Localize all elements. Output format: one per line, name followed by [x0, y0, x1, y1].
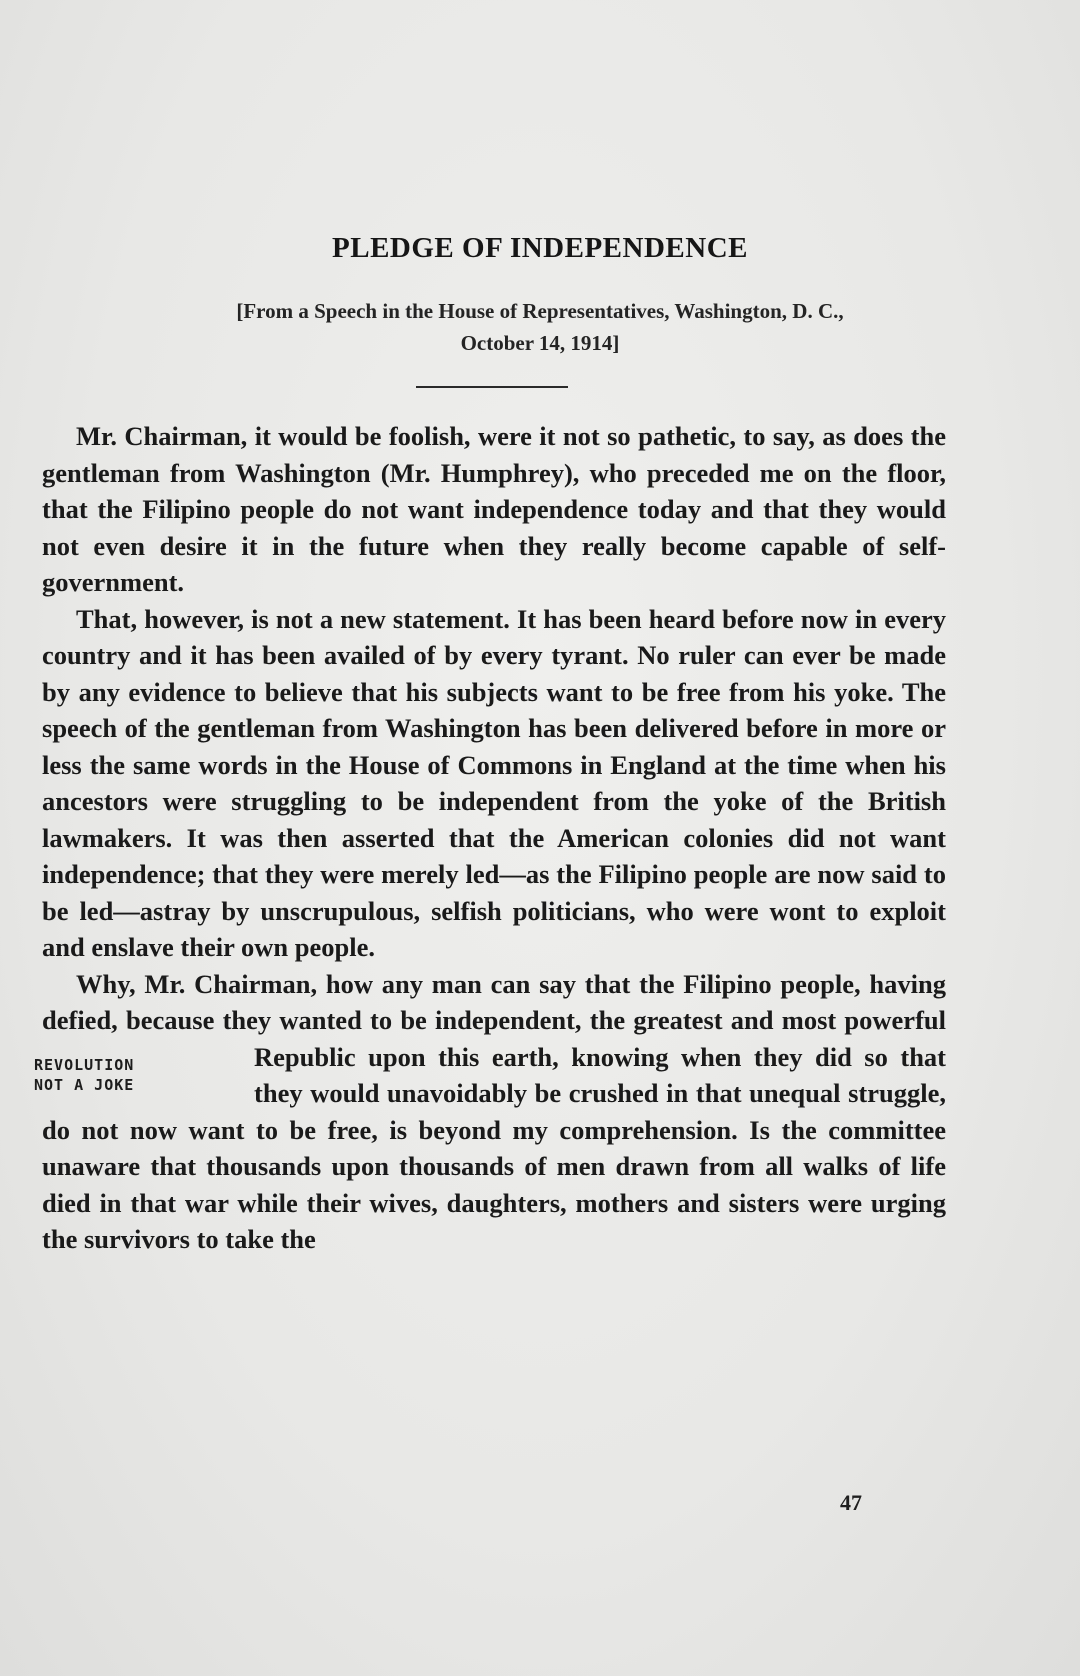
sidenote-line-2: NOT A JOKE	[34, 1075, 135, 1094]
body-text	[34, 418, 947, 1258]
sidenote-line-1: REVOLUTION	[34, 1055, 135, 1074]
source-line-1: [From a Speech in the House of Representatives, Washington, D. C.,	[236, 299, 844, 323]
paragraph-2: That, however, is not a new statement. It has been heard before now in every country and it has been availed of by every tyrant. No ruler can ever be made by any evidence to believe that his subjects want to be free from his yoke. The speech of the gentleman from Washington has been delivered before in more or less the same words in the House of Commons in England at the time when his ancestors were struggling to be independent from the yoke of the British lawmakers. It was then asserted that the American colonies did not want independence; that they were merely led—as the Filipino people are now said to be led—astray by unscrupulous, selfish politicians, who were wont to exploit and enslave their own people.	[42, 603, 946, 962]
paragraph-3-rest: this earth, knowing when they did so that they would unavoidably be crushed in that unequal struggle, do not now want to be free, is beyond my comprehension. Is the committee unaware that thousands upon thousands of men drawn from all walks of life died in that war while their wives, daughters, mothers and sisters were urging the survivors to take the	[42, 1041, 947, 1254]
margin-sidenote	[34, 1055, 244, 1095]
source-line-2: October 14, 1914]	[460, 331, 620, 355]
chapter-title: PLEDGE OF INDEPENDENCE	[332, 232, 748, 264]
page-number: 47	[840, 1490, 862, 1515]
paragraph-3	[34, 966, 947, 1258]
section-divider	[416, 386, 568, 388]
paragraph-3-start: Why, Mr. Chairman, how any man can say that the Filipino people, having defied, because they wanted to be independent, the greatest and most powerful Republic upon	[42, 968, 946, 1072]
paragraph-1: Mr. Chairman, it would be foolish, were it not so pathetic, to say, as does the gentleman from Washington (Mr. Humphrey), who preceded me on the floor, that the Filipino people do not want independence today and that they would not even desire it in the future when they really become capable of self-government.	[42, 421, 946, 597]
source-note	[40, 295, 1040, 359]
